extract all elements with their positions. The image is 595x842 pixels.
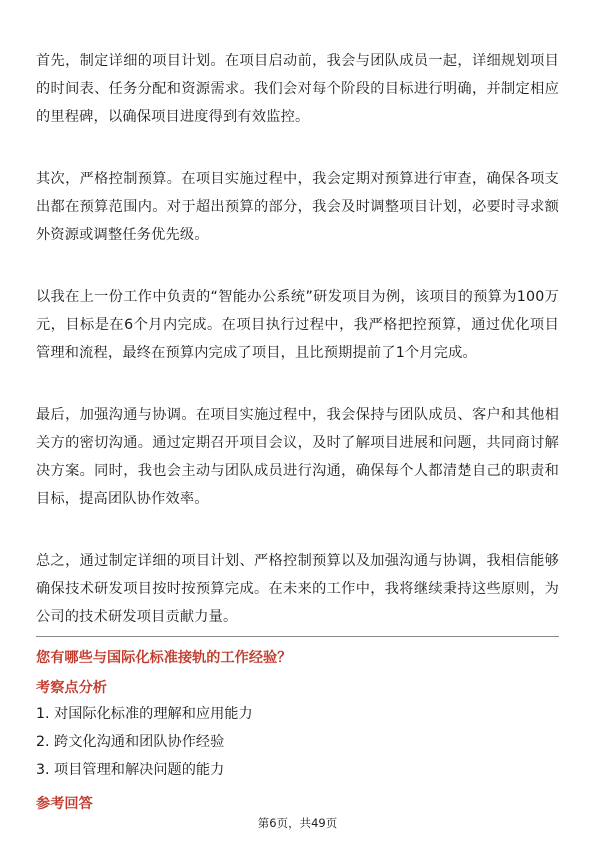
paragraph-example-project: 以我在上一份工作中负责的“智能办公系统”研发项目为例，该项目的预算为100万元，目标是在6个月内完成。在项目执行过程中，我严格把控预算，通过优化项目管理和流程，最终在预算内完成了项目，且比预期提前了1个月完成。 — [36, 289, 559, 361]
analysis-point: 3. 项目管理和解决问题的能力 — [36, 762, 225, 778]
page-number-footer: 第6页，共49页 — [257, 816, 338, 830]
paragraph-budget-control: 其次，严格控制预算。在项目实施过程中，我会定期对预算进行审查，确保各项支出都在预算范围内。对于超出预算的部分，我会及时调整项目计划，必要时寻求额外资源或调整任务优先级。 — [36, 171, 559, 243]
paragraph-project-plan: 首先，制定详细的项目计划。在项目启动前，我会与团队成员一起，详细规划项目的时间表、任务分配和资源需求。我们会对每个阶段的目标进行明确，并制定相应的里程碑，以确保项目进度得到有效监控。 — [36, 53, 559, 125]
paragraph-communication: 最后，加强沟通与协调。在项目实施过程中，我会保持与团队成员、客户和其他相关方的密切沟通。通过定期召开项目会议，及时了解项目进展和问题，共同商讨解决方案。同时，我也会主动与团队成员进行沟通，确保每个人都清楚自己的职责和目标，提高团队协作效率。 — [36, 407, 559, 507]
analysis-heading: 考察点分析 — [36, 680, 107, 696]
answer-heading: 参考回答 — [36, 796, 93, 812]
paragraph-conclusion: 总之，通过制定详细的项目计划、严格控制预算以及加强沟通与协调，我相信能够确保技术研发项目按时按预算完成。在未来的工作中，我将继续秉持这些原则，为公司的技术研发项目贡献力量。 — [36, 553, 559, 625]
analysis-point: 2. 跨文化沟通和团队协作经验 — [36, 734, 225, 750]
analysis-point: 1. 对国际化标准的理解和应用能力 — [36, 706, 253, 722]
section-divider — [36, 636, 559, 637]
question-heading: 您有哪些与国际化标准接轨的工作经验？ — [36, 650, 292, 666]
